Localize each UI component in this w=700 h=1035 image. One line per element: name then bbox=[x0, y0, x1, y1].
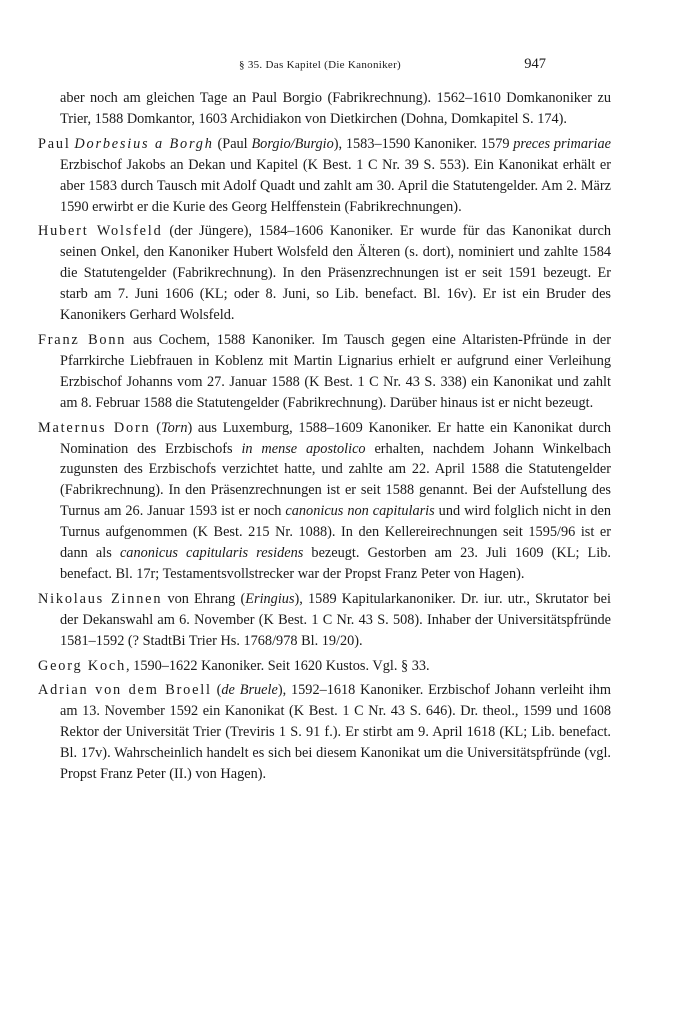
italic-text: preces primariae bbox=[513, 135, 612, 152]
italic-text: Torn bbox=[160, 419, 188, 436]
entry-text: ), 1583–1590 Kanoniker. 1579 bbox=[333, 135, 514, 152]
canon-entry bbox=[38, 418, 611, 585]
entry-text: erhalten, nachdem Johann Winkelbach zugunsten des Erzbischofs verzichtet hatte, und zahlte am 22. April 1588 die Statutengelder (Fabrikrechnung). In den Präsenzrechnungen ist er seit 1588 genannt. Bei der Aufstellung des Turnus am 26. Januar 1593 ist er noch bbox=[60, 440, 611, 520]
canon-entry bbox=[38, 134, 611, 218]
canon-entry bbox=[38, 221, 611, 326]
italic-text: in mense apostolico bbox=[241, 440, 366, 457]
italic-text: canonicus non capitularis bbox=[285, 503, 435, 520]
canon-entry bbox=[38, 589, 611, 652]
canon-entry bbox=[38, 330, 611, 414]
person-name: Nikolaus Zinnen bbox=[38, 590, 163, 607]
entry-text: (Paul bbox=[213, 135, 252, 152]
italic-text: de Bruele bbox=[221, 682, 278, 699]
entry-text: und wird folglich nicht in den Turnus aufgenommen (K Best. 215 Nr. 1088). In den Kellereirechnungen seit 1595/96 ist er dann als bbox=[60, 503, 611, 562]
entry-text: ( bbox=[150, 419, 161, 436]
person-name: Paul bbox=[38, 135, 71, 152]
person-name: Hubert Wolsfeld bbox=[38, 223, 163, 240]
canon-entry bbox=[38, 656, 611, 677]
person-name: Adrian von dem Broell bbox=[38, 682, 212, 699]
entry-text: aus Cochem, 1588 Kanoniker. Im Tausch gegen eine Altaristen-Pfründe in der Pfarrkirche Liebfrauen in Koblenz mit Martin Lignarius erhielt er aufgrund einer Verleihung Erzbischof Johanns vom 27. Januar 1588 (K Best. 1 C Nr. 43 S. 338) ein Kanonikat und zahlt am 8. Februar 1588 die Statutengelder (Fabrikrechnung). Darüber hinaus ist er nicht bezeugt. bbox=[60, 331, 612, 411]
page-number: 947 bbox=[524, 56, 546, 72]
entry-text: , 1590–1622 Kanoniker. Seit 1620 Kustos. Vgl. § 33. bbox=[126, 657, 430, 674]
entry-text: ), 1592–1618 Kanoniker. Erzbischof Johann verleiht ihm am 13. November 1592 ein Kanonikat (K Best. 1 C Nr. 43 S. 646). Dr. theol., 1599 und 1608 Rektor der Universität Trier (Treviris 1 S. 91 f.). Er stirbt am 9. April 1618 (KL; Lib. benefact. Bl. 17v). Wahrscheinlich handelt es sich bei diesem Kanonikat um die Universitätspfründe (vgl. Propst Franz Peter (II.) von Hagen). bbox=[60, 682, 611, 783]
running-head-title: § 35. Das Kapitel (Die Kanoniker) bbox=[238, 59, 402, 71]
continued-paragraph bbox=[38, 88, 611, 130]
entry-text: Erzbischof Jakobs an Dekan und Kapitel (K Best. 1 C Nr. 39 S. 553). Ein Kanonikat erhält er aber 1583 durch Tausch mit Adolf Quadt und zahlt am 30. April die Statutengelder. Am 2. März 1590 erwirbt er die Kurie des Georg Helffenstein (Fabrikrechnungen). bbox=[60, 156, 611, 215]
italic-text: canonicus capitularis residens bbox=[119, 545, 304, 562]
entry-text: aber noch am gleichen Tage an Paul Borgio (Fabrikrechnung). 1562–1610 Domkanoniker zu Trier, 1588 Domkantor, 1603 Archidiakon von Dietkirchen (Dohna, Domkapitel S. 174). bbox=[60, 90, 611, 127]
running-head bbox=[0, 56, 700, 76]
entry-text: bezeugt. Gestorben am 23. Juli 1609 (KL; Lib. benefact. Bl. 17r; Testamentsvollstrecker war der Propst Franz Peter von Hagen). bbox=[60, 545, 611, 582]
entry-text: ), 1589 Kapitularkanoniker. Dr. iur. utr., Skrutator bei der Dekanswahl am 6. November (K Best. 1 C Nr. 43 S. 508). Inhaber der Universitätspfründe 1581–1592 (? StadtBi Trier Hs. 1768/978 Bl. 19/20). bbox=[60, 590, 611, 649]
italic-text: Borgio/Burgio bbox=[251, 135, 334, 152]
person-name: Franz Bonn bbox=[38, 331, 127, 348]
person-name: Dorbesius a Borgh bbox=[74, 135, 214, 152]
italic-text: Eringius bbox=[245, 590, 295, 607]
document-body bbox=[38, 88, 611, 789]
entry-text: ( bbox=[211, 682, 222, 699]
entry-text: von Ehrang ( bbox=[162, 590, 246, 607]
canon-entry bbox=[38, 680, 611, 785]
person-name: Georg Koch bbox=[38, 657, 127, 674]
person-name: Maternus Dorn bbox=[38, 419, 151, 436]
entry-text: ) aus Luxemburg, 1588–1609 Kanoniker. Er hatte ein Kanonikat durch Nomination des Erzbischofs bbox=[60, 419, 611, 457]
entry-text: (der Jüngere), 1584–1606 Kanoniker. Er wurde für das Kanonikat durch seinen Onkel, den Kanoniker Hubert Wolsfeld den Älteren (s. dort), nominiert und zahlte 1584 die Statutengelder (Fabrikrechnung). In den Präsenzrechnungen ist er seit 1591 bezeugt. Er starb am 7. Juni 1606 (KL; oder 8. Juni, so Lib. benefact. Bl. 16v). Er ist ein Bruder des Kanonikers Gerhard Wolsfeld. bbox=[60, 223, 612, 324]
